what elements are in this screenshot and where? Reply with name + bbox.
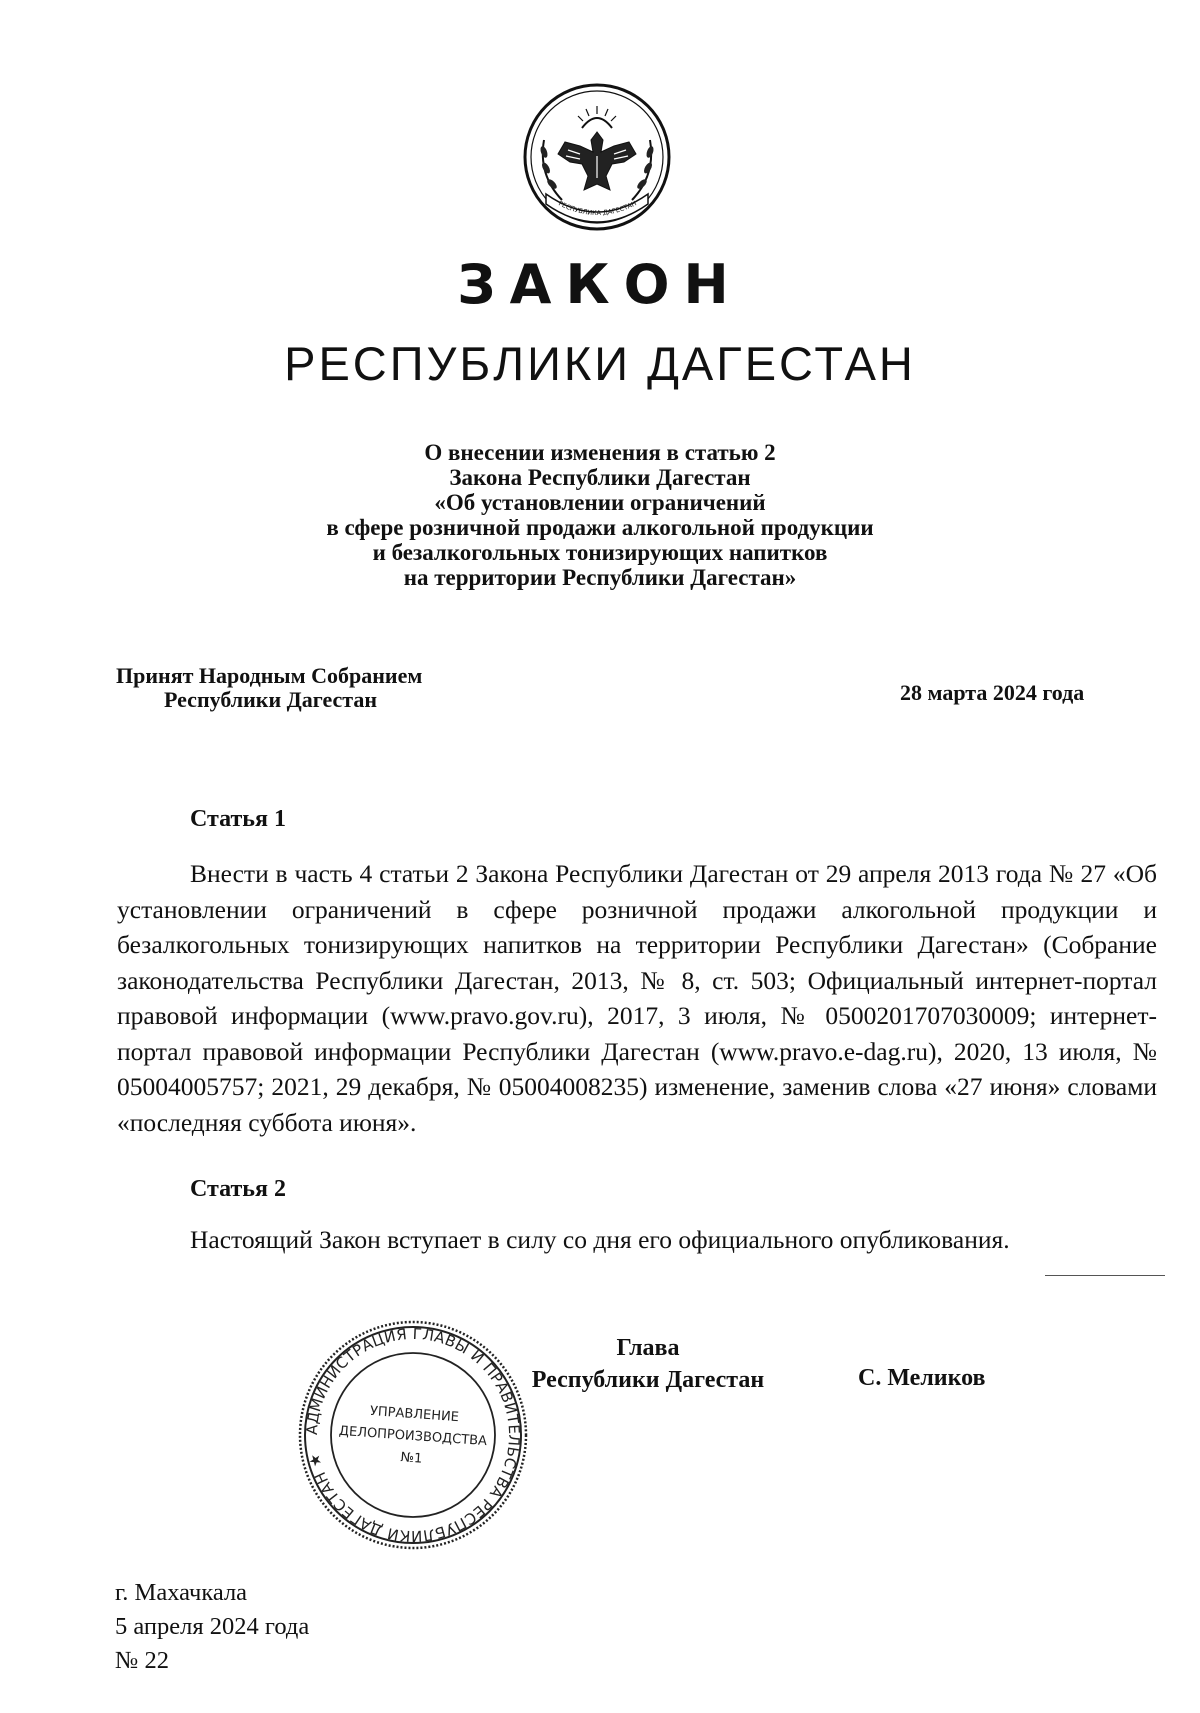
article-1-heading: Статья 1 [190,806,286,832]
law-name-line: в сфере розничной продажи алкогольной продукции [326,515,874,540]
document-title: ЗАКОН [457,253,743,316]
article-1-text [117,856,1157,1140]
signatory-position [508,1332,788,1396]
coat-of-arms-icon [520,80,675,235]
law-name-line: «Об установлении ограничений [434,490,766,515]
adoption-line: Республики Дагестан [164,687,378,712]
official-stamp-icon [296,1318,530,1552]
law-name-line: на территории Республики Дагестан» [403,565,797,590]
adoption-line: Принят Народным Собранием [116,663,423,688]
article-1-body: Внести в часть 4 статьи 2 Закона Республики Дагестан от 29 апреля 2013 года № 27 «Об установлении ограничений в сфере розничной продажи алкогольной продукции и безалкогольных тонизирующих напитков на территории Республики Дагестан» (Собрание законодательства Республики Дагестан, 2013, № 8, ст. 503; Официальный интернет-портал правовой информации (www.pravo.gov.ru), 2017, 3 июля, № 0500201707030009; интернет-портал правовой информации Республики Дагестан (www.pravo.e-dag.ru), 2020, 13 июля, № 05004005757; 2021, 29 декабря, № 05004008235) изменение, заменив слова «27 июня» словами «последняя суббота июня». [117,859,1157,1137]
svg-text:ДЕЛОПРОИЗВОДСТВА: ДЕЛОПРОИЗВОДСТВА [338,1423,488,1450]
signatory-name: С. Меликов [858,1365,986,1391]
position-line: Глава [616,1335,680,1361]
law-name-line: О внесении изменения в статью 2 [424,440,776,465]
svg-text:АДМИНИСТРАЦИЯ ГЛАВЫ И ПРАВИТЕЛ: АДМИНИСТРАЦИЯ ГЛАВЫ И ПРАВИТЕЛЬСТВА РЕСПУБЛИКИ ДАГЕСТАН ★ [302,1324,524,1546]
city: г. Махачкала [115,1579,248,1606]
article-2-heading: Статья 2 [190,1176,286,1202]
signing-date: 5 апреля 2024 года [115,1613,310,1640]
svg-text:РЕСПУБЛИКА ДАГЕСТАН: РЕСПУБЛИКА ДАГЕСТАН [557,199,638,218]
svg-text:№1: №1 [399,1450,423,1467]
law-name [100,440,1100,590]
position-line: Республики Дагестан [531,1367,765,1393]
document-subtitle: РЕСПУБЛИКИ ДАГЕСТАН [284,337,916,390]
law-number: № 22 [115,1647,170,1674]
divider [1045,1275,1165,1276]
adoption-date: 28 марта 2024 года [900,680,1085,705]
article-2-text: Настоящий Закон вступает в силу со дня его официального опубликования. [190,1225,1010,1254]
place-date-block [115,1576,309,1678]
law-name-line: и безалкогольных тонизирующих напитков [372,540,828,565]
adoption-block [116,664,422,712]
law-name-line: Закона Республики Дагестан [449,465,751,490]
svg-text:УПРАВЛЕНИЕ: УПРАВЛЕНИЕ [369,1403,460,1426]
